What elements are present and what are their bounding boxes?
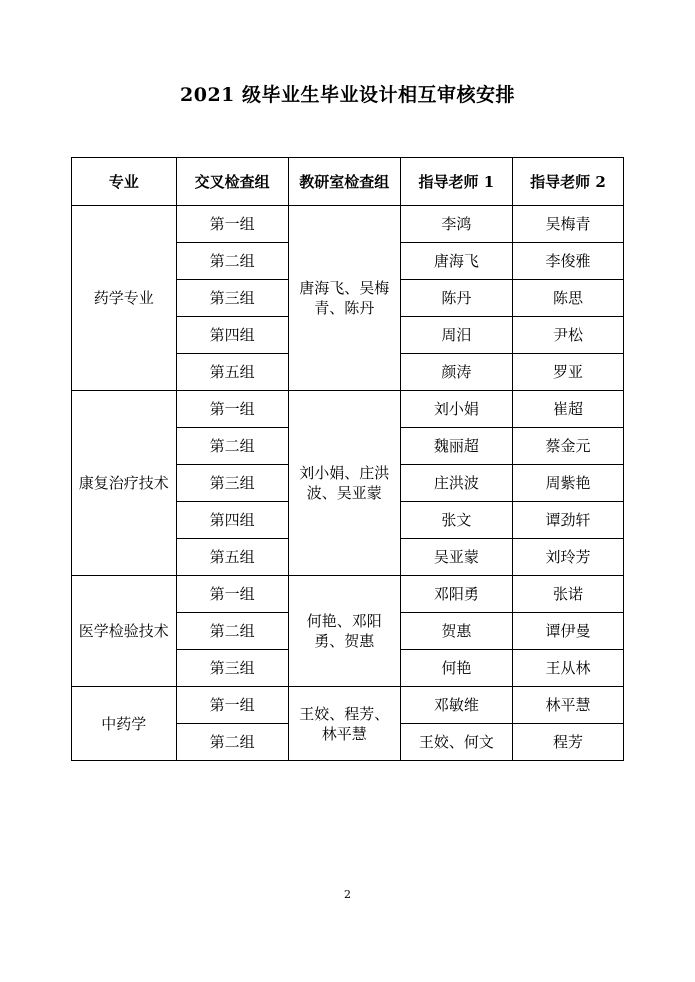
- advisor-1-cell: 颜涛: [400, 354, 512, 391]
- office-check-group-cell: 刘小娟、庄洪波、吴亚蒙: [288, 391, 400, 576]
- major-cell: 医学检验技术: [72, 576, 177, 687]
- advisor-2-cell: 尹松: [512, 317, 623, 354]
- advisor-1-cell: 庄洪波: [400, 465, 512, 502]
- advisor-1-cell: 李鸿: [400, 206, 512, 243]
- header-cross-check-group: 交叉检查组: [176, 158, 288, 206]
- office-check-group-cell: 王姣、程芳、林平慧: [288, 687, 400, 761]
- table-header-row: [72, 158, 624, 206]
- table-row: [72, 576, 624, 613]
- office-check-group-cell: 何艳、邓阳勇、贺惠: [288, 576, 400, 687]
- cross-check-group-cell: 第二组: [176, 724, 288, 761]
- advisor-2-cell: 谭伊曼: [512, 613, 623, 650]
- advisor-2-cell: 罗亚: [512, 354, 623, 391]
- advisor-1-cell: 魏丽超: [400, 428, 512, 465]
- header-advisor-1: 指导老师 1: [400, 158, 512, 206]
- cross-check-group-cell: 第四组: [176, 317, 288, 354]
- advisor-2-cell: 陈思: [512, 280, 623, 317]
- advisor-2-cell: 谭劲轩: [512, 502, 623, 539]
- major-cell: 药学专业: [72, 206, 177, 391]
- advisor-2-cell: 林平慧: [512, 687, 623, 724]
- table-row: [72, 391, 624, 428]
- advisor-1-cell: 陈丹: [400, 280, 512, 317]
- cross-check-group-cell: 第三组: [176, 280, 288, 317]
- cross-check-group-cell: 第一组: [176, 687, 288, 724]
- cross-check-group-cell: 第一组: [176, 391, 288, 428]
- advisor-2-cell: 吴梅青: [512, 206, 623, 243]
- table-row: [72, 687, 624, 724]
- cross-check-group-cell: 第一组: [176, 576, 288, 613]
- advisor-2-cell: 李俊雅: [512, 243, 623, 280]
- advisor-2-cell: 张诺: [512, 576, 623, 613]
- advisor-2-cell: 程芳: [512, 724, 623, 761]
- cross-check-group-cell: 第一组: [176, 206, 288, 243]
- advisor-1-cell: 何艳: [400, 650, 512, 687]
- office-check-group-cell: 唐海飞、吴梅青、陈丹: [288, 206, 400, 391]
- advisor-1-cell: 王姣、何文: [400, 724, 512, 761]
- advisor-1-cell: 邓阳勇: [400, 576, 512, 613]
- major-cell: 康复治疗技术: [72, 391, 177, 576]
- header-advisor-2: 指导老师 2: [512, 158, 623, 206]
- cross-check-group-cell: 第四组: [176, 502, 288, 539]
- advisor-1-cell: 邓敏维: [400, 687, 512, 724]
- table-row: [72, 206, 624, 243]
- cross-check-group-cell: 第三组: [176, 465, 288, 502]
- cross-check-group-cell: 第五组: [176, 354, 288, 391]
- advisor-1-cell: 唐海飞: [400, 243, 512, 280]
- header-major: 专业: [72, 158, 177, 206]
- cross-check-group-cell: 第二组: [176, 613, 288, 650]
- advisor-1-cell: 刘小娟: [400, 391, 512, 428]
- advisor-2-cell: 崔超: [512, 391, 623, 428]
- document-title: 2021 级毕业生毕业设计相互审核安排: [180, 84, 515, 106]
- table-body: [72, 206, 624, 761]
- page-number: 2: [344, 888, 351, 901]
- advisor-1-cell: 贺惠: [400, 613, 512, 650]
- advisor-1-cell: 吴亚蒙: [400, 539, 512, 576]
- cross-check-group-cell: 第二组: [176, 428, 288, 465]
- header-office-check-group: 教研室检查组: [288, 158, 400, 206]
- advisor-2-cell: 王从林: [512, 650, 623, 687]
- advisor-2-cell: 周紫艳: [512, 465, 623, 502]
- advisor-1-cell: 周汨: [400, 317, 512, 354]
- advisor-2-cell: 刘玲芳: [512, 539, 623, 576]
- cross-check-group-cell: 第二组: [176, 243, 288, 280]
- review-arrangement-table: [71, 157, 624, 761]
- advisor-2-cell: 蔡金元: [512, 428, 623, 465]
- cross-check-group-cell: 第五组: [176, 539, 288, 576]
- major-cell: 中药学: [72, 687, 177, 761]
- advisor-1-cell: 张文: [400, 502, 512, 539]
- cross-check-group-cell: 第三组: [176, 650, 288, 687]
